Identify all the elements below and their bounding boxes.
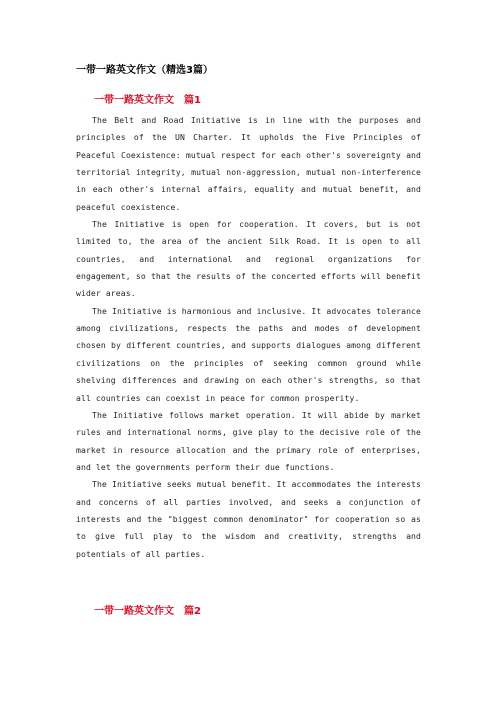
paragraph: The Initiative seeks mutual benefit. It accommodates the interests and concerns of all parties involved, and seeks a conjunction of interests and the "biggest common denominator" for cooperation so as to give full play to the wisdom and creativity, strengths and potentials of all parties. [76, 479, 421, 559]
document-title: 一带一路英文作文（精选3篇） [76, 65, 213, 76]
paragraph: The Initiative follows market operation. It will abide by market rules and international norms, give play to the decisive role of the market in resource allocation and the primary role of enterprises, and let the governments perform their due functions. [76, 409, 421, 472]
section-heading-1: 一带一路英文作文 篇1 [94, 95, 201, 106]
paragraph: The Initiative is harmonious and inclusive. It advocates tolerance among civilizations, respects the paths and modes of development chosen by different countries, and supports dialogues among different civilizations on the principles of seeking common ground while shelving differences and drawing on each other's strengths, so that all countries can coexist in peace for common prosperity. [76, 305, 421, 403]
paragraph: The Belt and Road Initiative is in line with the purposes and principles of the UN Charter. It upholds the Five Principles of Peaceful Coexistence: mutual respect for each other's sovereignty and territorial integrity, mutual non-aggression, mutual non-interference in each other's internal affairs, equality and mutual benefit, and peaceful coexistence. [76, 115, 421, 212]
section-1-body [76, 112, 421, 563]
paragraph: The Initiative is open for cooperation. It covers, but is not limited to, the area of the ancient Silk Road. It is open to all countries, and international and regional organizations for engagement, so that the results of the concerted efforts will benefit wider areas. [76, 219, 421, 299]
section-heading-2: 一带一路英文作文 篇2 [94, 606, 201, 617]
